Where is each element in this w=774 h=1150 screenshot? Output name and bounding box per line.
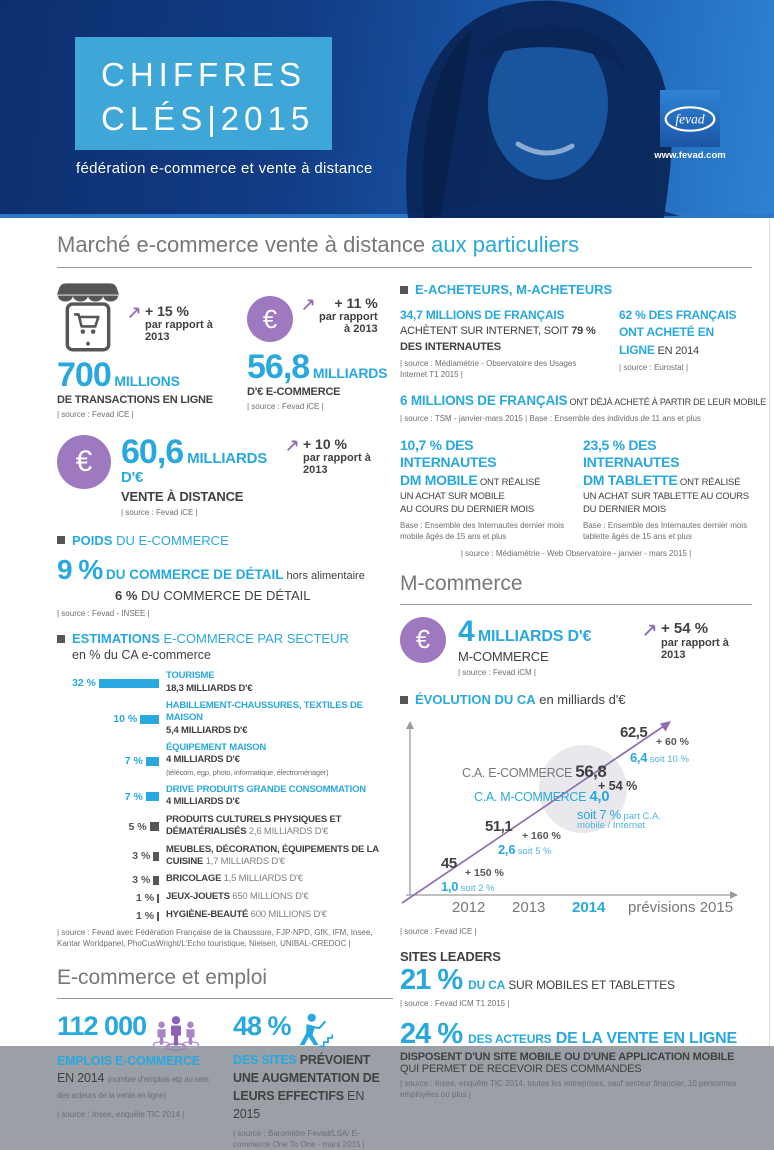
retail-9-value: 9 % [57, 553, 103, 585]
mcommerce-source: | source : Fevad iCM | [458, 667, 536, 677]
vad-value: 60,6 [121, 432, 184, 471]
sites-title: SITES LEADERS [400, 949, 501, 965]
bar-pct: 10 % [113, 713, 138, 726]
bar-label: BRICOLAGE [166, 873, 224, 885]
sites-21-lead: DU CA [468, 978, 506, 993]
growth-strong: PRÉVOIENT UNE AUGMENTATION DE LEURS EFFECTIFS [233, 1052, 380, 1103]
dm-mobile-stat [400, 437, 569, 543]
jobs-note: (nombre d'emplois etp au sein des acteurs de la vente en ligne) [57, 1074, 209, 1101]
point-2012-mcom: 1,0 soit 2 % [441, 879, 495, 895]
section-title-emploi: E-commerce et emploi [57, 966, 393, 999]
ecom-source: | source : Fevad iCE | [247, 402, 324, 411]
bar-pct: 5 % [128, 820, 147, 833]
workforce-growth-stat [233, 1010, 393, 1150]
heading-blue: aux particuliers [431, 232, 580, 257]
bar-value: 5,4 MILLIARDS D'€ [166, 724, 248, 736]
dm-tablet-rest: ONT RÉALISÉ [677, 476, 741, 488]
vad-stat [57, 432, 393, 519]
sector-row [57, 844, 393, 869]
bar-value: 1,7 MILLIARDS D'€ [205, 855, 285, 867]
bar-note: (télécom, egp, photo, informatique, électroménager) [166, 767, 329, 777]
ecom-delta-sub1: par rapport [319, 311, 378, 324]
transactions-stat [57, 282, 233, 421]
bar-pct: 3 % [132, 874, 151, 887]
point-2014-growth: + 54 % [598, 779, 638, 794]
dm-mobile-lead: DM MOBILE [400, 471, 478, 488]
dm-stats-row [400, 437, 752, 543]
bar-label: TOURISME [166, 670, 215, 682]
bar-pct: 1 % [136, 910, 155, 923]
dm-source: | source : Médiamétrie - Web Observatoire - janvier - mars 2015 | [460, 548, 692, 558]
point-2015-value: 62,5 [620, 724, 648, 742]
title-box [75, 37, 332, 150]
sectors-heading [57, 631, 393, 646]
bar-label: DRIVE PRODUITS GRANDE CONSOMMATION [166, 784, 366, 796]
evolution-line-chart [400, 709, 752, 939]
point-2013-mcom: 2,6 soit 5 % [498, 842, 552, 858]
sectors-title-rest: E-COMMERCE PAR SECTEUR [159, 631, 349, 647]
poids-title-bold: POIDS [72, 532, 113, 548]
sector-row [57, 784, 393, 809]
mobile6m-rest: ONT DÉJÀ ACHETÉ À PARTIR DE LEUR MOBILE [567, 396, 766, 407]
sites-24-line3: QUI PERMET DE RECEVOIR DES COMMANDES [400, 1063, 642, 1076]
growth-rest: EN 2015 [233, 1088, 365, 1121]
transactions-delta-sub: par rapport à 2013 [145, 319, 213, 344]
sector-row [57, 891, 393, 904]
square-bullet-icon [57, 635, 65, 643]
point-2012-growth: + 150 % [465, 867, 504, 880]
sites-21-stat [400, 966, 752, 995]
transactions-delta: + 15 % [145, 303, 189, 319]
bar-label: PRODUITS CULTURELS PHYSIQUES ET DÉMATÉRIALISÉS [166, 813, 342, 838]
internet-source: | source : Médiamétrie - Observatoire des Usages Internet T1 2015 | [400, 359, 577, 379]
square-bullet-icon [400, 696, 408, 704]
mcommerce-delta-sub: par rapport à 2013 [661, 637, 729, 662]
jobs-label: EMPLOIS E-COMMERCE [57, 1053, 200, 1068]
evolution-source: | source : Fevad iCE | [400, 927, 477, 937]
sector-row [57, 873, 393, 886]
fevad-url: www.fevad.com [654, 150, 726, 161]
mobile6m-source: | source : TSM - janvier-mars 2015 | Base : Ensemble des individus de 11 ans et plus [400, 413, 701, 423]
section-title-marche [57, 232, 752, 268]
vad-delta: + 10 % [302, 435, 347, 452]
growth-value: 48 % [233, 1010, 291, 1041]
transactions-unit: MILLIONS [110, 373, 180, 389]
bar-pct: 32 % [72, 677, 96, 690]
transactions-desc: DE TRANSACTIONS EN LIGNE [57, 394, 213, 406]
dm-mobile-base: Base : Ensemble des Internautes dernier mois mobile âgés de 15 ans et plus [400, 521, 565, 541]
bar [150, 822, 159, 831]
sites-21-rest: SUR MOBILES ET TABLETTES [505, 978, 675, 993]
bar-value: 600 MILLIONS D'€ [250, 909, 327, 921]
sites-leaders-block [400, 949, 752, 1100]
sites-24-value: 24 % [400, 1018, 463, 1051]
growth-arrow-icon [301, 296, 317, 312]
sites-24-big: DE LA VENTE EN LIGNE [551, 1030, 737, 1048]
bar-value: 1,5 MILLIARDS D'€ [223, 873, 303, 885]
shop-tablet-cart-icon [57, 282, 119, 352]
header-subtitle: fédération e-commerce et vente à distance [76, 160, 373, 177]
bar-value: 650 MILLIONS D'€ [232, 891, 309, 903]
mcommerce-delta: + 54 % [661, 619, 709, 637]
evolution-title-bold: ÉVOLUTION DU CA [415, 692, 536, 708]
square-bullet-icon [400, 286, 408, 294]
top-stats-row [57, 282, 393, 421]
jobs-value: 112 000 [57, 1010, 147, 1041]
sector-row [57, 909, 393, 922]
jobs-stat [57, 1010, 217, 1150]
buyers-stats-row [400, 307, 752, 381]
point-2013-value: 51,1 [485, 818, 513, 836]
sites-24-source: | source : Insee, enquête TIC 2014, toutes les entreprises, sauf secteur financier, 10 personnes employées ou plus | [400, 1079, 737, 1099]
evolution-heading [400, 692, 752, 707]
retail-9-suffix: hors alimentaire [283, 569, 365, 582]
sectors-title-bold: ESTIMATIONS [72, 631, 160, 647]
vad-desc: VENTE À DISTANCE [121, 488, 244, 504]
euro-circle-icon: € [247, 296, 293, 342]
ecom-unit: MILLIARDS [309, 365, 388, 381]
x-label-2012: 2012 [452, 899, 486, 917]
dm-tablet-base: Base : Ensemble des Internautes dernier mois tablette âgés de 15 ans et plus [583, 521, 748, 541]
online-2014-stat [619, 307, 752, 381]
point-2014-ecom: C.A. E-COMMERCE 56,8 [462, 762, 607, 782]
people-group-icon [152, 1013, 200, 1051]
sites-21-source: | source : Fevad iCM T1 2015 | [400, 999, 510, 1009]
point-2014-mcom: C.A. M-COMMERCE 4,0 [474, 788, 610, 806]
bar-pct: 7 % [124, 755, 143, 768]
euro-circle-icon: € [400, 617, 446, 663]
bar [140, 715, 159, 724]
sector-row [57, 742, 393, 779]
bar-pct: 1 % [136, 892, 155, 905]
ecom-value: 56,8 [247, 348, 310, 386]
point-2014-share2: mobile / Internet [577, 820, 646, 832]
online2014-source: | source : Eurostat | [619, 363, 689, 373]
retail-6-value: 6 % [115, 587, 138, 603]
online2014-lead: 62 % DES FRANÇAIS ONT ACHETÉ EN LIGNE [619, 308, 737, 357]
ecommerce-value-stat [247, 282, 393, 421]
bar-label: HYGIÈNE-BEAUTÉ [166, 909, 251, 921]
bar [146, 792, 159, 801]
sector-row [57, 700, 393, 737]
mobile-buyers-stat [400, 392, 766, 410]
buyers-heading [400, 282, 752, 297]
bar-label: HABILLEMENT-CHAUSSURES, TEXTILES DE MAISON [166, 700, 363, 724]
left-column [57, 282, 393, 1150]
online2014-rest: EN 2014 [654, 344, 699, 357]
vad-source: | source : Fevad iCE | [121, 507, 198, 517]
sector-row [57, 814, 393, 839]
dm-mobile-rest: ONT RÉALISÉ [477, 476, 541, 488]
ecom-delta-sub2: à 2013 [344, 323, 378, 336]
dm-tablet-line1: 23,5 % DES INTERNAUTES [583, 436, 680, 471]
bar-value: 4 MILLIARDS D'€ [166, 796, 240, 808]
point-2013-growth: + 160 % [522, 830, 561, 843]
mcommerce-desc: M-COMMERCE [458, 648, 549, 664]
point-2015-growth: + 60 % [656, 736, 689, 749]
fevad-logo-oval-icon [663, 103, 717, 135]
euro-circle-icon: € [57, 435, 111, 489]
retail-9-label: DU COMMERCE DE DÉTAIL [102, 566, 284, 582]
page-edge-line [769, 218, 770, 1046]
heading-gray: Marché e-commerce vente à distance [57, 232, 432, 257]
sector-row [57, 670, 393, 695]
internet-strong: 79 % DES INTERNAUTES [400, 325, 596, 353]
sectors-subtitle: en % du CA e-commerce [72, 648, 211, 663]
employment-stats-row [57, 1010, 393, 1150]
jobs-year: EN 2014 [57, 1070, 108, 1085]
bar-value: 2,6 MILLIARDS D'€ [248, 826, 329, 838]
retail-source: | source : Fevad - INSEE | [57, 608, 150, 618]
svg-text:fevad: fevad [675, 111, 705, 126]
point-2012-value: 45 [441, 855, 457, 873]
bar-label: MEUBLES, DÉCORATION, ÉQUIPEMENTS DE LA CUISINE [166, 843, 379, 867]
vad-unit: MILLIARDS D'€ [121, 449, 268, 486]
growth-lead: DES SITES [233, 1052, 297, 1067]
mcommerce-stat [400, 614, 752, 679]
growth-source: | source : Baromètre Fevad/LSA/ E-commerce One To One - mars 2015 | [233, 1128, 365, 1149]
sectors-source: | source : Fevad avec Fédération Française de la Chaussure, FJP-NPD, GfK, IFM, Insee, Kantar Worldpanel, PhoCusWright/L'Echo touristique, Nielsen, UNIBAL-CREDOC | [57, 928, 373, 948]
person-climbing-stairs-icon [297, 1013, 335, 1049]
growth-arrow-icon [127, 304, 143, 320]
bar [146, 757, 159, 766]
mcommerce-value: 4 [458, 614, 474, 648]
bar-pct: 3 % [132, 850, 151, 863]
growth-arrow-icon [285, 437, 301, 453]
retail-share-stat [57, 554, 393, 620]
right-column [400, 282, 766, 1101]
internet-buyers-stat [400, 307, 605, 381]
dm-mobile-line4: AU COURS DU DERNIER MOIS [400, 503, 535, 515]
buyers-title: E-ACHETEURS, M-ACHETEURS [415, 282, 613, 297]
dm-tablet-stat [583, 437, 752, 543]
bar-label: JEUX-JOUETS [166, 891, 233, 903]
jobs-source: | source : Insee, enquête TIC 2014 | [57, 1110, 185, 1120]
internet-lead: 34,7 MILLIONS DE FRANÇAIS [400, 308, 565, 322]
point-2015-mcom: 6,4 soit 10 % [630, 750, 689, 766]
x-label-2014: 2014 [572, 899, 606, 917]
bar-value: 4 MILLIARDS D'€ [166, 754, 240, 766]
square-bullet-icon [57, 536, 65, 544]
transactions-source: | source : Fevad iCE | [57, 410, 134, 419]
ecom-delta: + 11 % [334, 295, 378, 311]
sites-21-value: 21 % [400, 964, 463, 997]
sites-24-lead: DES ACTEURS [468, 1032, 552, 1047]
mobile6m-lead: 6 MILLIONS DE FRANÇAIS [400, 392, 568, 408]
x-label-2013: 2013 [512, 899, 546, 917]
dm-tablet-line4: DU DERNIER MOIS [583, 503, 667, 515]
bar-value: 18,3 MILLIARDS D'€ [166, 682, 253, 694]
title-line1: CHIFFRES [101, 56, 306, 93]
header-banner [0, 0, 774, 218]
internet-mid: ACHÈTENT SUR INTERNET, SOIT [400, 325, 572, 338]
transactions-value: 700 [57, 356, 111, 394]
point-2014-share: soit 7 % part C.A. [577, 807, 661, 823]
vad-delta-sub: par rapport à 2013 [302, 452, 371, 477]
retail-6-label: DU COMMERCE DE DÉTAIL [137, 587, 311, 603]
mcommerce-unit: MILLIARDS D'€ [473, 627, 592, 645]
sites-24-stat [400, 1020, 752, 1049]
evolution-title-rest: en milliards d'€ [535, 692, 626, 708]
fevad-logo [660, 90, 720, 147]
dm-tablet-line3: UN ACHAT SUR TABLETTE AU COURS [583, 490, 749, 502]
sector-bar-chart [57, 670, 393, 922]
ecom-desc: D'€ E-COMMERCE [247, 386, 341, 398]
poids-title-rest: DU E-COMMERCE [112, 532, 229, 548]
growth-arrow-icon [642, 621, 659, 638]
dm-tablet-lead: DM TABLETTE [583, 471, 678, 488]
dm-mobile-line1: 10,7 % DES INTERNAUTES [400, 436, 497, 471]
title-line2: CLÉS|2015 [101, 99, 315, 137]
dm-mobile-line3: UN ACHAT SUR MOBILE [400, 490, 505, 502]
poids-heading [57, 533, 393, 548]
bar-label: ÉQUIPEMENT MAISON [166, 742, 267, 754]
bar [99, 679, 159, 688]
bar-pct: 7 % [124, 790, 143, 803]
sites-24-line2: DISPOSENT D'UN SITE MOBILE OU D'UNE APPLICATION MOBILE [400, 1051, 735, 1064]
x-label-2015: prévisions 2015 [628, 899, 734, 917]
section-title-mcommerce: M-commerce [400, 572, 752, 605]
